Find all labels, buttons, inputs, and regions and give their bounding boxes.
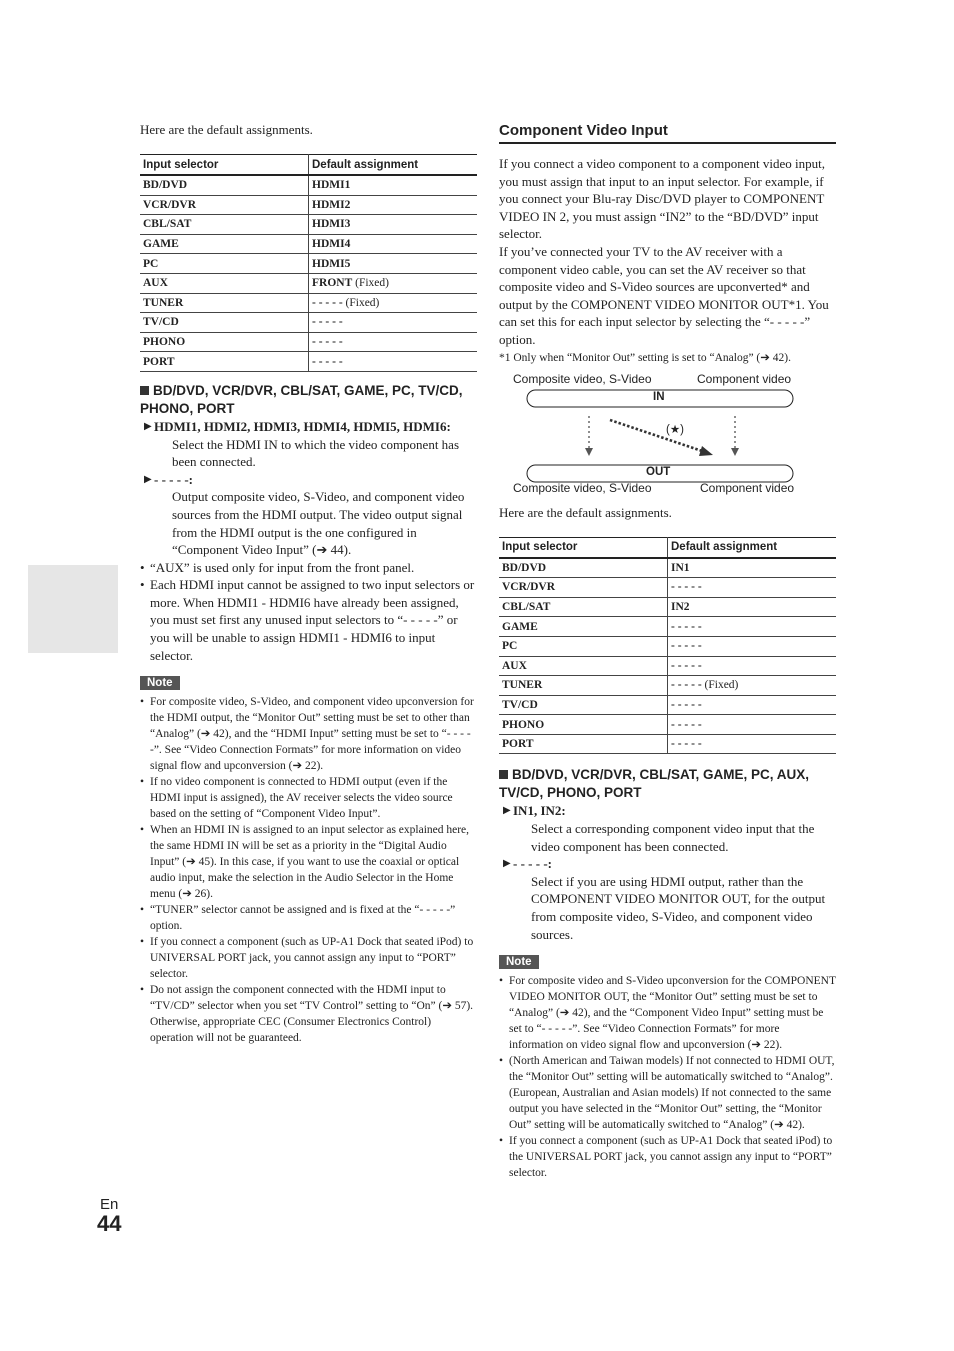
- cell-default-assignment: [668, 676, 837, 696]
- side-tab: [28, 565, 118, 653]
- right-section-heading: BD/DVD, VCR/DVR, CBL/SAT, GAME, PC, AUX, TV/CD, PHONO, PORT: [499, 767, 810, 801]
- assignment-value: - - - - -: [671, 640, 702, 653]
- option-none: ▶ - - - - -:: [144, 471, 193, 487]
- section-title: Component Video Input: [499, 122, 836, 144]
- option-in: ▶ IN1, IN2:: [503, 803, 566, 819]
- cell-default-assignment: [309, 293, 478, 313]
- cell-input-selector: PHONO: [140, 332, 309, 352]
- paragraph: If you’ve connected your TV to the AV receiver with a component video cable, you can set the AV receiver so that composite video and S-Video sources are upconverted* and output by the COMPONENT VIDEO MONITOR OUT*1. You can set this for each input selector by selecting the “- - - - -” option.: [499, 243, 829, 347]
- table-row: [140, 313, 477, 333]
- diagram-bottom-right-label: Component video: [700, 480, 795, 495]
- table-row: [499, 636, 836, 656]
- assignment-value: - - - - -: [671, 679, 702, 692]
- assignment-value: HDMI1: [312, 179, 351, 192]
- table-row: [499, 734, 836, 754]
- square-bullet-icon: [140, 386, 149, 395]
- arrow-diagonal-icon: [699, 446, 713, 456]
- left-column: [140, 122, 477, 1046]
- note-label: Note: [499, 955, 539, 969]
- assignment-value: - - - - -: [312, 336, 343, 349]
- note-item: • If no video component is connected to HDMI output (even if the HDMI input is assigned), the AV receiver selects the video source based on the setting of “Component Video Input”.: [140, 774, 477, 822]
- left-section-heading: BD/DVD, VCR/DVR, CBL/SAT, GAME, PC, TV/CD, PHONO, PORT: [140, 382, 463, 416]
- assignment-value: IN1: [671, 561, 690, 574]
- assignment-value: FRONT: [312, 277, 353, 290]
- cell-input-selector: TUNER: [499, 676, 668, 696]
- cell-default-assignment: [668, 558, 837, 578]
- cell-default-assignment: [309, 313, 478, 333]
- note-item: • “TUNER” selector cannot be assigned and is fixed at the “- - - - -” option.: [140, 902, 477, 934]
- list-item: • Each HDMI input cannot be assigned to two input selectors or more. When HDMI1 - HDMI6 have already been assigned, you must set first any unused input selectors to “- - - - -” or you will be unable to assign HDMI1 - HDMI6 to input selector.: [140, 576, 477, 664]
- paragraph: If you connect a video component to a component video input, you must assign that input to an input selector. For example, if you connect your Blu-ray Disc/DVD player to COMPONENT VIDEO IN 2, you must assign “IN2” to the “BD/DVD” input selector.: [499, 156, 825, 242]
- cell-default-assignment: [309, 195, 478, 215]
- cell-default-assignment: [309, 273, 478, 293]
- cell-input-selector: AUX: [140, 273, 309, 293]
- table-row: [499, 656, 836, 676]
- cell-input-selector: CBL/SAT: [499, 597, 668, 617]
- cell-input-selector: GAME: [499, 617, 668, 637]
- diagram-bottom-left-label: Composite video, S-Video: [513, 480, 652, 495]
- table-row: [499, 597, 836, 617]
- square-bullet-icon: [499, 770, 508, 779]
- assignment-value: - - - - -: [671, 718, 702, 731]
- table-row: [140, 215, 477, 235]
- note-item: • When an HDMI IN is assigned to an input selector as explained here, the same HDMI IN will be set as a priority in the “Digital Audio Input” (➔ 45). In this case, if you want to use the coaxial or optical audio input, make the selection in the Audio Selector in the Home menu (➔ 26).: [140, 822, 477, 902]
- cell-default-assignment: [309, 234, 478, 254]
- cell-default-assignment: [668, 656, 837, 676]
- cell-default-assignment: [668, 597, 837, 617]
- assignment-value: HDMI5: [312, 257, 351, 270]
- table-row: [499, 715, 836, 735]
- cell-input-selector: BD/DVD: [499, 558, 668, 578]
- option-hdmi: ▶ HDMI1, HDMI2, HDMI3, HDMI4, HDMI5, HDMI6:: [144, 418, 451, 434]
- cell-default-assignment: [309, 215, 478, 235]
- assignment-value: - - - - -: [312, 316, 343, 329]
- triangle-right-icon: ▶: [144, 473, 152, 485]
- header-input-selector: Input selector: [499, 537, 668, 558]
- upconversion-diagram: [499, 372, 836, 497]
- assignment-value: - - - - -: [671, 620, 702, 633]
- cell-default-assignment: [668, 636, 837, 656]
- option-none-desc: Select if you are using HDMI output, rather than the COMPONENT VIDEO MONITOR OUT, for the output from composite video, S-Video, and component video sources.: [531, 873, 826, 942]
- cell-input-selector: TV/CD: [499, 695, 668, 715]
- cell-input-selector: VCR/DVR: [140, 195, 309, 215]
- assignment-value: HDMI2: [312, 198, 351, 211]
- table-body: [499, 558, 836, 754]
- left-intro: Here are the default assignments.: [140, 122, 313, 137]
- option-none-desc: Output composite video, S-Video, and component video sources from the HDMI output. The video output signal from the HDMI output is the one configured in “Component Video Input” (➔ 44).: [172, 489, 465, 558]
- note-item: • If you connect a component (such as UP-A1 Dock that seated iPod) to UNIVERSAL PORT jack, you cannot assign any input to “PORT” selector.: [140, 934, 477, 982]
- table-header-row: [140, 155, 477, 176]
- out-label: OUT: [646, 465, 671, 478]
- note-item: • If you connect a component (such as UP-A1 Dock that seated iPod) to the UNIVERSAL PORT jack, you cannot assign any input to “PORT” selector.: [499, 1133, 836, 1181]
- hdmi-assignment-table: [140, 154, 477, 372]
- assignment-value: - - - - -: [671, 738, 702, 751]
- assignment-value: - - - - -: [312, 296, 343, 309]
- assignment-suffix: (Fixed): [701, 679, 739, 692]
- cell-input-selector: PC: [140, 254, 309, 274]
- triangle-right-icon: ▶: [503, 858, 511, 870]
- cell-input-selector: GAME: [140, 234, 309, 254]
- cell-input-selector: PC: [499, 636, 668, 656]
- footnote: *1 Only when “Monitor Out” setting is set to “Analog” (➔ 42).: [499, 351, 791, 364]
- star-label: (★): [666, 423, 684, 436]
- cell-default-assignment: [668, 734, 837, 754]
- table-row: [499, 695, 836, 715]
- table-row: [140, 293, 477, 313]
- assignment-suffix: (Fixed): [342, 296, 380, 309]
- assignment-value: HDMI4: [312, 238, 351, 251]
- assignment-value: - - - - -: [671, 698, 702, 711]
- cell-input-selector: AUX: [499, 656, 668, 676]
- table-row: [140, 175, 477, 195]
- page-language: En: [100, 1196, 119, 1213]
- option-hdmi-desc: Select the HDMI IN to which the video component has been connected.: [172, 436, 460, 470]
- cell-input-selector: PORT: [499, 734, 668, 754]
- table-row: [140, 234, 477, 254]
- page-number: 44: [97, 1211, 122, 1236]
- in-label: IN: [653, 390, 665, 403]
- cell-input-selector: CBL/SAT: [140, 215, 309, 235]
- right-intro: Here are the default assignments.: [499, 504, 672, 520]
- table-row: [499, 617, 836, 637]
- table-row: [140, 254, 477, 274]
- note-label: Note: [140, 676, 180, 690]
- assignment-suffix: (Fixed): [352, 277, 389, 290]
- cell-input-selector: PHONO: [499, 715, 668, 735]
- note-item: • For composite video and S-Video upconversion for the COMPONENT VIDEO MONITOR OUT, the “Monitor Out” setting must be set to “Analog” (➔ 42), and the “Component Video Input” setting must be set to “- - - - -”. See “Video Connection Formats” for more information on video signal flow and upconversion (➔ 22).: [499, 973, 836, 1053]
- note-item: • Do not assign the component connected with the HDMI input to “TV/CD” selector when you set “TV Control” setting to “On” (➔ 57). Otherwise, appropriate CEC (Consumer Electronics Control) operation will not be guaranteed.: [140, 982, 477, 1046]
- diagram-top-right-label: Component video: [697, 371, 792, 386]
- assignment-value: - - - - -: [671, 581, 702, 594]
- arrow-down-icon: [731, 448, 739, 456]
- header-input-selector: Input selector: [140, 155, 309, 176]
- triangle-right-icon: ▶: [503, 805, 511, 817]
- table-row: [140, 273, 477, 293]
- assignment-value: HDMI3: [312, 218, 351, 231]
- cell-default-assignment: [668, 715, 837, 735]
- list-item: • “AUX” is used only for input from the front panel.: [140, 559, 477, 577]
- table-row: [140, 352, 477, 372]
- table-row: [140, 195, 477, 215]
- arrow-down-icon: [585, 448, 593, 456]
- cell-default-assignment: [668, 617, 837, 637]
- note-item: • For composite video, S-Video, and component video upconversion for the HDMI output, the “Monitor Out” setting must be set to other than “Analog” (➔ 42), and the “HDMI Input” setting must be set to “- - - - -”. See “Video Connection Formats” for more information on video signal flow and upconversion (➔ 22).: [140, 694, 477, 774]
- cell-input-selector: VCR/DVR: [499, 578, 668, 598]
- assignment-value: IN2: [671, 601, 690, 614]
- header-default-assignment: Default assignment: [309, 155, 478, 176]
- option-none: ▶ - - - - -:: [503, 856, 552, 872]
- table-body: [140, 175, 477, 371]
- table-row: [140, 332, 477, 352]
- cell-default-assignment: [309, 175, 478, 195]
- right-column: [499, 122, 836, 1181]
- cell-default-assignment: [668, 578, 837, 598]
- triangle-right-icon: ▶: [144, 420, 152, 432]
- table-row: [499, 578, 836, 598]
- dash-diagonal: [610, 420, 705, 452]
- header-default-assignment: Default assignment: [668, 537, 837, 558]
- option-in-desc: Select a corresponding component video input that the video component has been connected.: [531, 821, 815, 854]
- assignment-value: - - - - -: [312, 355, 343, 368]
- assignment-value: - - - - -: [671, 659, 702, 672]
- cell-input-selector: BD/DVD: [140, 175, 309, 195]
- cell-input-selector: TV/CD: [140, 313, 309, 333]
- cell-default-assignment: [668, 695, 837, 715]
- component-assignment-table: [499, 537, 836, 755]
- cell-input-selector: TUNER: [140, 293, 309, 313]
- cell-default-assignment: [309, 254, 478, 274]
- table-row: [499, 558, 836, 578]
- cell-default-assignment: [309, 332, 478, 352]
- cell-default-assignment: [309, 352, 478, 372]
- cell-input-selector: PORT: [140, 352, 309, 372]
- diagram-top-left-label: Composite video, S-Video: [513, 371, 652, 386]
- table-header-row: [499, 537, 836, 558]
- note-item: • (North American and Taiwan models) If not connected to HDMI OUT, the “Monitor Out” setting will be automatically switched to “Analog”. (European, Australian and Asian models) If not connected to the same output you have selected in the “Monitor Out” setting, the “Monitor Out” setting will be automatically switched to “Analog” (➔ 42).: [499, 1053, 836, 1133]
- table-row: [499, 676, 836, 696]
